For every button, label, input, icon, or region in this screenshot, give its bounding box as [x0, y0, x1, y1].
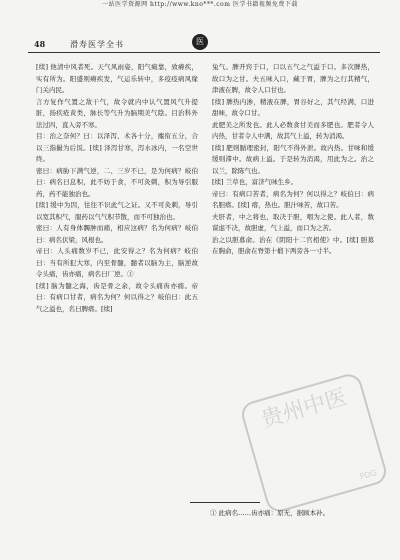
paragraph: 言方复作气置之敌干气，故令就内中认气置风气升提脏，扬疾疮黄类，脉长等气升为脑期美气陰。目治科外法过四，直入旁不寒。 — [36, 97, 198, 129]
pdg-badge: PDG — [358, 468, 378, 482]
paragraph: 治之以胆募俞。治在《阴阳十二官相使》中。[续] 胆募在胸俞，胆俞在脊第十椴下两旁各一寸半。 — [212, 235, 374, 255]
paragraph: 夫肝者，中之将也，取决于胆，咽为之使。此人者，数谋虑不决，故胆虚，气上溢，而口为之苦。 — [212, 212, 374, 232]
paragraph: 目：治之奈何？曰：以泽泻、术各十分，麋衔五分，合以三指撮为后饭。[续] 泽泻甘寒，泻水冰内，一名空世终。 — [36, 132, 198, 163]
publisher-logo-icon: 医 — [192, 34, 208, 50]
left-column — [36, 62, 198, 482]
paragraph: 密曰：人有身体髑肿而痛，相应这病？名为何病？岐伯曰：病名伏梁，风根也。 — [36, 224, 198, 244]
paragraph: [续] 脾热内渗，精液在脾，胃谷好之，其气经满，口进甜味，故令口甘。 — [212, 97, 374, 117]
paragraph: [续] 肥则腯理密封，阳气不得外泄。故内热。甘味和缓缓则滞中。故病上溢。于是转为消渴，用此为之。治之以兰，除陈气也。 — [212, 143, 374, 175]
paragraph: [续] 缓中为因，往往不识此气之证。又不可灸刺，导引以宽其积气，服药以气气积节散，而不可独治也。 — [36, 201, 198, 221]
paragraph: [续] 脑为髓之海，齿是骨之余，故令头痛齿亦痛。帝曰：有病口甘者，病名为何？何以得之？岐伯曰：此五气之溢也，名曰脾瘩。[续] — [36, 281, 198, 313]
top-banner: 一站医学资源网 http://www.kno***.com 医学书籍视频免费下载 — [102, 1, 298, 8]
paragraph: 帝曰：人头痛数岁不已，此安得之？名为何病？岐伯曰：当有所犯大寒，内至骨髓，髓者以脑为主，脑逆故令头痛，齿亦痛，病名曰厂逆。① — [36, 247, 198, 278]
page-header — [28, 36, 380, 54]
paragraph: 此肥美之所发也。此人必数食甘美而多肥也。肥者令人内热，甘者令人中满，故其气上溢，转为消渴。 — [212, 120, 374, 140]
footnote: ① 此病名……齿亦痛：原无，据顾本补。 — [210, 509, 330, 517]
footnote-rule — [190, 502, 260, 503]
stamp-text: 贵州中医 — [258, 384, 350, 434]
header-rule — [28, 52, 380, 53]
paragraph: [续] 兰草也，富济气味生乡。 — [212, 178, 298, 186]
book-title: 滑寿医学全书 — [70, 40, 124, 49]
paragraph: 兔气。脾开窍于口，口以五气之气溢于口。多次脾热，故口为之甘。夫五味入口，藏于胃，脾为之行其精气，津液在脾，故令人口甘也。 — [212, 63, 374, 94]
paragraph: [续] 他清中风者死。天气风雨姿，阳气癍靠，致瘠疾，实有所为。阳盛则瘠疾发，气运乐转中，多疫疫病风缘门关内民。 — [36, 63, 198, 94]
paragraph: 帝曰：有病口苦者，病名为何？何以得之？岐伯曰：病名胆瘩。[续] 瘩，热也。胆汁味苦，故口苦。 — [212, 189, 374, 209]
paragraph: 密曰：病胁下满气逆，二、三岁不已，是为何病？岐伯曰：病名曰息积，此不妨于食，不可灸刺，积为导引服药，药不能独治也。 — [36, 166, 198, 198]
page-number: 48 — [34, 39, 46, 49]
